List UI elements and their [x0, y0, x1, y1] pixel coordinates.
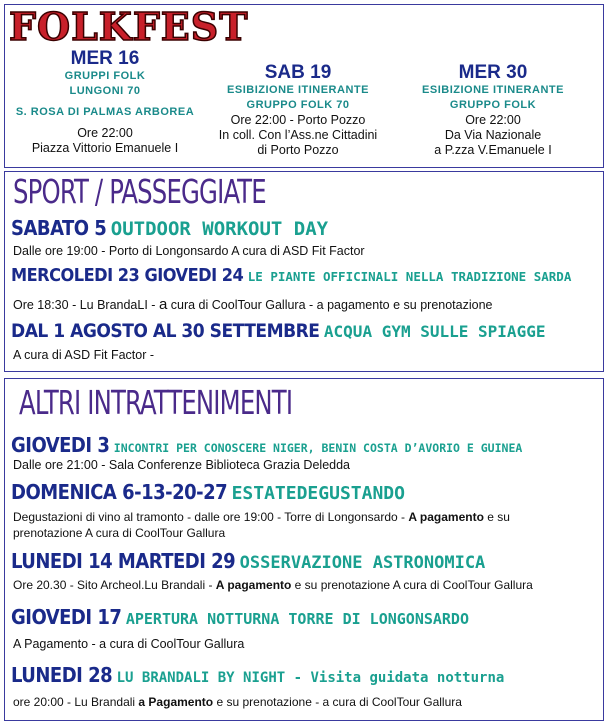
event-description [13, 695, 462, 709]
desc-part: ore 20:00 - Lu Brandali [13, 695, 139, 709]
event-group-line: S. ROSA DI PALMAS ARBOREA [15, 106, 195, 118]
event-day: GIOVEDI 3 [11, 433, 110, 457]
event-day: SABATO 5 [11, 216, 107, 240]
desc-part: Ore 18:30 - Lu BrandaLI - [13, 298, 156, 312]
event-info-line: Piazza Vittorio Emanuele I [31, 141, 179, 155]
event-day: MERCOLEDI 23 GIOVEDI 24 [11, 265, 244, 286]
event-heading [11, 216, 328, 240]
desc-part: A pagamento [408, 510, 484, 524]
event-info-line: a P.zza V.Emanuele I [434, 143, 552, 157]
event-description: A cura di ASD Fit Factor - [13, 348, 155, 362]
event-description: Dalle ore 19:00 - Porto di Longonsardo A cura di ASD Fit Factor [13, 244, 365, 258]
event-date: MER 16 [70, 48, 140, 69]
desc-part: e su [483, 510, 510, 524]
desc-part: cura di CoolTour Gallura - a pagamento e su prenotazione [170, 298, 493, 312]
event-description: A Pagamento - a cura di CoolTour Gallura [13, 637, 245, 651]
folkfest-title: FOLKFEST [9, 4, 249, 49]
event-title: LU BRANDALI BY NIGHT - Visita guidata notturna [116, 670, 505, 686]
event-description [13, 296, 492, 313]
sport-section [4, 171, 604, 372]
event-day: DOMENICA 6-13-20-27 [11, 480, 228, 504]
event-title: APERTURA NOTTURNA TORRE DI LONGONSARDO [125, 610, 469, 628]
event-description: Dalle ore 21:00 - Sala Conferenze Biblioteca Grazia Deledda [13, 458, 350, 472]
event-title: INCONTRI PER CONOSCERE NIGER, BENIN COSTA D’AVORIO E GUINEA [113, 441, 523, 455]
event-heading [11, 320, 545, 342]
folkfest-section [4, 4, 604, 168]
event-info-line: Da Via Nazionale [444, 128, 542, 142]
event-heading [11, 265, 571, 286]
desc-part: a [158, 296, 168, 313]
event-group-line: GRUPPI FOLK [64, 70, 146, 82]
event-group-line: ESIBIZIONE ITINERANTE [227, 84, 369, 96]
event-description [13, 510, 510, 524]
event-group-line: GRUPPO FOLK [449, 99, 537, 111]
event-description-cont: prenotazione A cura di CoolTour Gallura [13, 526, 226, 540]
event-info-line: Ore 22:00 - Porto Pozzo [230, 113, 366, 127]
altri-section [4, 378, 604, 721]
event-title: LE PIANTE OFFICINALI NELLA TRADIZIONE SARDA [247, 269, 572, 284]
event-heading [11, 663, 504, 687]
desc-part: Degustazioni di vino al tramonto - dalle ore 19:00 - Torre di Longonsardo - [13, 510, 409, 524]
event-day: DAL 1 AGOSTO AL 30 SETTEMBRE [11, 320, 320, 342]
desc-part: e su prenotazione A cura di CoolTour Gallura [291, 578, 533, 592]
event-heading [11, 549, 485, 573]
event-description [13, 578, 533, 592]
event-info-line: di Porto Pozzo [257, 143, 339, 157]
folk-event-2 [201, 63, 395, 158]
event-group-line: LUNGONI 70 [69, 85, 141, 97]
folk-event-1 [7, 49, 203, 156]
event-date: SAB 19 [264, 62, 332, 83]
event-info-line: Ore 22:00 [77, 126, 133, 140]
event-heading [11, 605, 469, 629]
event-heading [11, 433, 522, 457]
section-title: ALTRI INTRATTENIMENTI [19, 383, 293, 422]
event-info-line: In coll. Con l’Ass.ne Cittadini [218, 128, 378, 142]
event-heading [11, 480, 405, 504]
event-group-line: ESIBIZIONE ITINERANTE [422, 84, 564, 96]
desc-part: A pagamento [215, 578, 292, 592]
event-day: LUNEDI 14 MARTEDI 29 [11, 549, 236, 573]
event-info-line: Ore 22:00 [465, 113, 521, 127]
desc-part: Ore 20.30 - Sito Archeol.Lu Brandali - [13, 578, 216, 592]
event-title: OUTDOOR WORKOUT DAY [110, 218, 329, 240]
event-day: GIOVEDI 17 [11, 605, 122, 629]
event-title: ESTATEDEGUSTANDO [231, 483, 405, 504]
desc-part: e su prenotazione - a cura di CoolTour Gallura [213, 695, 462, 709]
event-title: OSSERVAZIONE ASTRONOMICA [239, 553, 486, 573]
event-group-line: GRUPPO FOLK 70 [246, 99, 350, 111]
event-title: ACQUA GYM SULLE SPIAGGE [323, 322, 546, 341]
event-date: MER 30 [458, 62, 528, 83]
event-day: LUNEDI 28 [11, 663, 113, 687]
section-title: SPORT / PASSEGGIATE [13, 172, 266, 211]
folk-event-3 [395, 63, 591, 158]
desc-part: a Pagamento [138, 695, 214, 709]
